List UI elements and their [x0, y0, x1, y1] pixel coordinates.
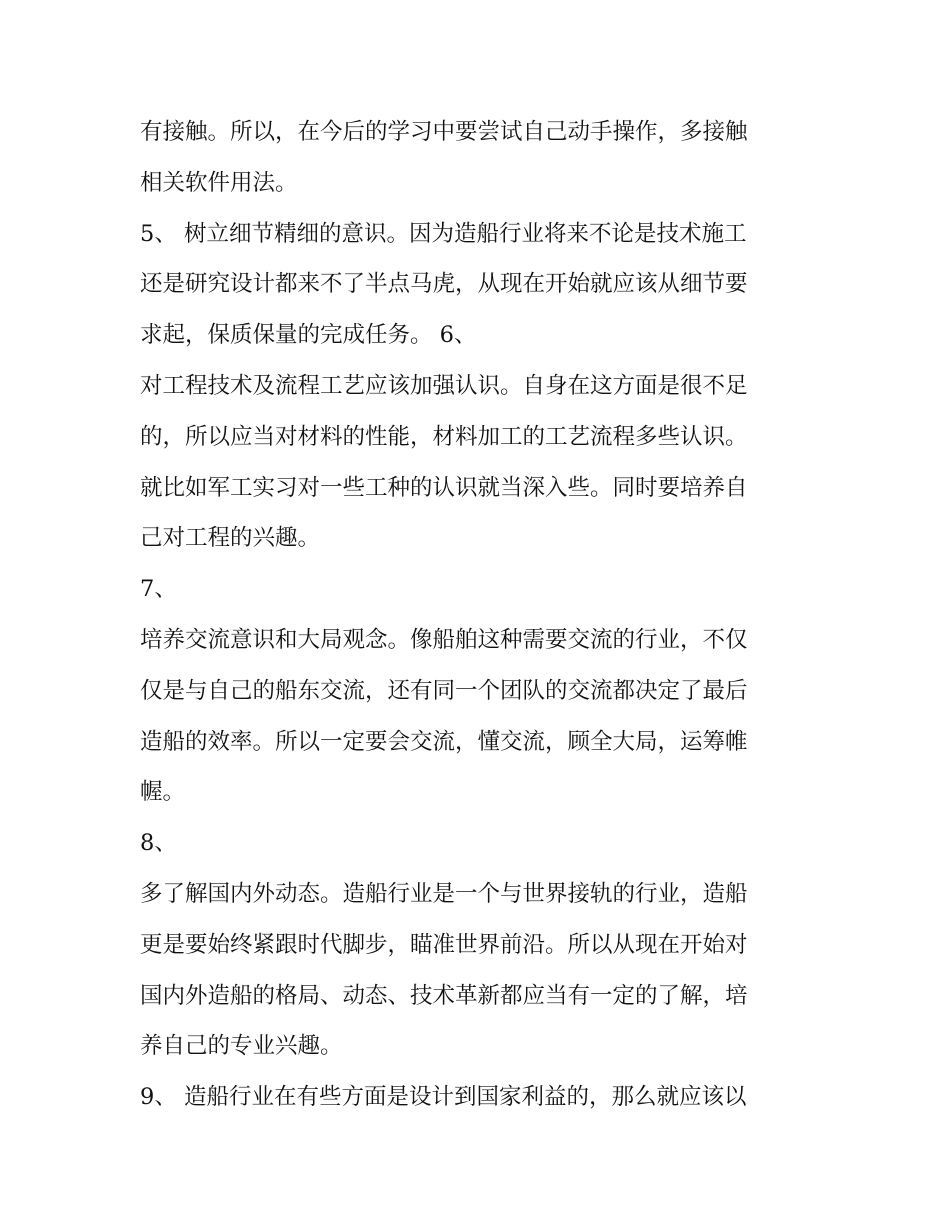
text-line: 对工程技术及流程工艺应该加强认识。自身在这方面是很不足	[140, 372, 748, 399]
text-line: 相关软件用法。	[140, 169, 298, 196]
body-text	[140, 107, 830, 1123]
text-line: 还是研究设计都来不了半点马虎，从现在开始就应该从细节要	[140, 271, 748, 298]
text-line: 仅是与自己的船东交流，还有同一个团队的交流都决定了最后	[140, 677, 748, 704]
text-line: 就比如军工实习对一些工种的认识就当深入些。同时要培养自	[140, 474, 748, 501]
text-line: 8、	[140, 830, 177, 857]
text-line: 多了解国内外动态。造船行业是一个与世界接轨的行业，造船	[140, 880, 748, 907]
text-line: 己对工程的兴趣。	[140, 525, 321, 552]
text-line: 造船的效率。所以一定要会交流，懂交流，顾全大局，运筹帷	[140, 728, 748, 755]
text-line: 求起，保质保量的完成任务。 6、	[140, 322, 477, 349]
text-line: 有接触。所以，在今后的学习中要尝试自己动手操作，多接触	[140, 119, 748, 145]
text-line: 培养交流意识和大局观念。像船舶这种需要交流的行业，不仅	[140, 626, 748, 653]
text-line: 9、 造船行业在有些方面是设计到国家利益的，那么就应该以	[140, 1084, 747, 1111]
text-line: 5、 树立细节精细的意识。因为造船行业将来不论是技术施工	[140, 220, 747, 247]
text-line: 养自己的专业兴趣。	[140, 1033, 343, 1060]
text-line: 的，所以应当对材料的性能，材料加工的工艺流程多些认识。	[140, 423, 748, 450]
text-line: 国内外造船的格局、动态、技术革新都应当有一定的了解，培	[140, 982, 748, 1009]
text-line: 7、	[140, 576, 177, 603]
text-line: 更是要始终紧跟时代脚步，瞄准世界前沿。所以从现在开始对	[140, 931, 748, 958]
text-line: 幄。	[140, 779, 186, 806]
